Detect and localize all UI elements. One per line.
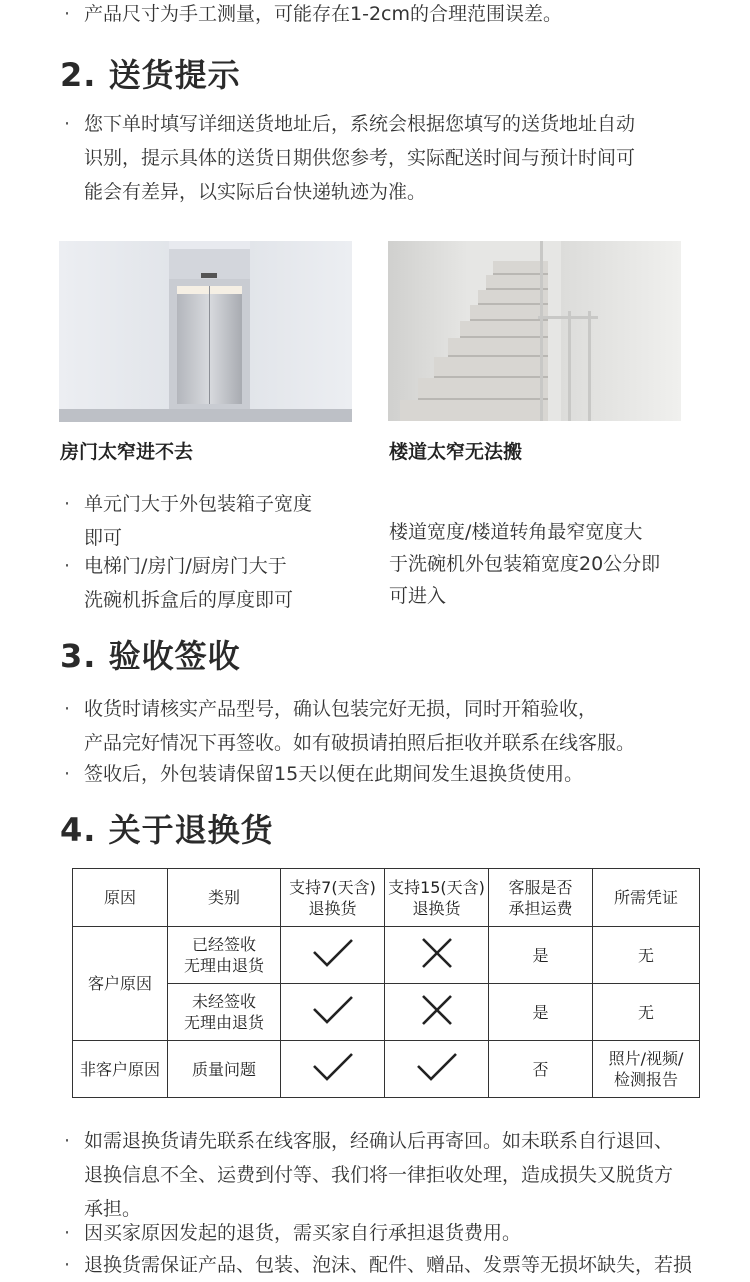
support-7-cell <box>281 1041 385 1098</box>
return-rule: · 因买家原因发起的退货，需买家自行承担退货费用。 <box>64 1216 521 1250</box>
bullet-dot: · <box>64 763 71 785</box>
freight-cell: 是 <box>489 927 593 984</box>
table-row <box>73 984 700 1041</box>
cross-icon <box>415 937 459 969</box>
elevator-photo <box>59 241 352 422</box>
check-icon <box>311 937 355 969</box>
bullet-dot: · <box>64 1130 71 1152</box>
cross-icon <box>415 994 459 1026</box>
support-15-cell <box>385 1041 489 1098</box>
inspection-tip: · 签收后，外包装请保留15天以便在此期间发生退换货使用。 <box>64 757 583 791</box>
header-category: 类别 <box>168 869 281 927</box>
category-cell: 已经签收 无理由退货 <box>168 927 281 984</box>
door-requirement: · 电梯门/房门/厨房门大于 洗碗机拆盒后的厚度即可 <box>64 549 293 617</box>
staircase-photo <box>388 241 681 421</box>
bullet-dot: · <box>64 493 71 515</box>
proof-cell: 照片/视频/ 检测报告 <box>593 1041 700 1098</box>
table-row <box>73 1041 700 1098</box>
check-icon <box>311 994 355 1026</box>
table-header-row <box>73 869 700 927</box>
stairs-requirement: 楼道宽度/楼道转角最窄宽度大 于洗碗机外包装箱宽度20公分即 可进入 <box>389 521 661 607</box>
support-7-cell <box>281 927 385 984</box>
bullet-dot: · <box>64 113 71 135</box>
check-icon <box>415 1051 459 1083</box>
freight-cell: 是 <box>489 984 593 1041</box>
table-row <box>73 927 700 984</box>
proof-cell: 无 <box>593 984 700 1041</box>
bullet-dot: · <box>64 555 71 577</box>
inspection-tip: · 收货时请核实产品型号，确认包装完好无损，同时开箱验收， 产品完好情况下再签收。如有破损请拍照后拒收并联系在线客服。 <box>64 692 635 760</box>
header-freight: 客服是否 承担运费 <box>489 869 593 927</box>
category-cell: 质量问题 <box>168 1041 281 1098</box>
section-2-title: 2. 送货提示 <box>60 56 241 94</box>
bullet-dot: · <box>64 1222 71 1244</box>
header-support-7-days: 支持7(天含) 退换货 <box>281 869 385 927</box>
return-policy-table <box>72 868 700 1098</box>
stairs-caption: 楼道太窄无法搬 <box>389 441 523 463</box>
header-reason: 原因 <box>73 869 168 927</box>
header-support-15-days: 支持15(天含) 退换货 <box>385 869 489 927</box>
return-rule: · 退换货需保证产品、包装、泡沫、配件、赠品、发票等无损坏缺失，若损 <box>64 1248 692 1282</box>
proof-cell: 无 <box>593 927 700 984</box>
check-icon <box>311 1051 355 1083</box>
section-3-title: 3. 验收签收 <box>60 637 241 675</box>
door-caption: 房门太窄进不去 <box>60 441 194 463</box>
support-15-cell <box>385 984 489 1041</box>
category-cell: 未经签收 无理由退货 <box>168 984 281 1041</box>
reason-cell: 非客户原因 <box>73 1041 168 1098</box>
reason-cell: 客户原因 <box>73 927 168 1041</box>
bullet-dot: · <box>64 698 71 720</box>
return-rule: · 如需退换货请先联系在线客服，经确认后再寄回。如未联系自行退回、 退换信息不全、运费到付等、我们将一律拒收处理，造成损失又脱货方 承担。 <box>64 1124 673 1226</box>
bullet-dot: · <box>64 1254 71 1276</box>
header-proof: 所需凭证 <box>593 869 700 927</box>
size-note: · 产品尺寸为手工测量，可能存在1-2cm的合理范围误差。 <box>64 0 562 31</box>
delivery-tip: · 您下单时填写详细送货地址后，系统会根据您填写的送货地址自动 识别，提示具体的送货日期供您参考，实际配送时间与预计时间可 能会有差异，以实际后台快递轨迹为准。 <box>64 107 635 209</box>
section-4-title: 4. 关于退换货 <box>60 811 274 849</box>
bullet-dot: · <box>64 3 71 25</box>
freight-cell: 否 <box>489 1041 593 1098</box>
support-7-cell <box>281 984 385 1041</box>
door-requirement: · 单元门大于外包装箱子宽度 即可 <box>64 487 312 555</box>
support-15-cell <box>385 927 489 984</box>
